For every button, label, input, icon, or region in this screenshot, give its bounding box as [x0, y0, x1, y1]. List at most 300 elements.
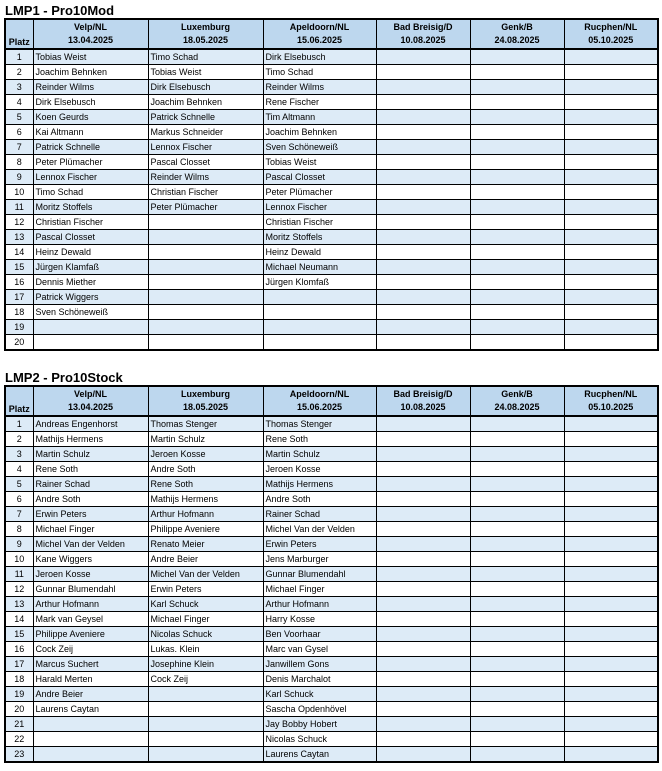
- driver-cell: [470, 702, 564, 717]
- driver-cell: [376, 717, 470, 732]
- driver-cell: [376, 492, 470, 507]
- table-row: [5, 597, 658, 612]
- position-cell: 12: [5, 582, 33, 597]
- driver-cell: [470, 290, 564, 305]
- table-row: [5, 507, 658, 522]
- platz-header: Platz: [5, 19, 33, 49]
- driver-cell: [376, 416, 470, 432]
- driver-cell: Patrick Schnelle: [33, 140, 148, 155]
- event-date: 24.08.2025: [494, 35, 540, 45]
- driver-cell: [564, 642, 658, 657]
- driver-cell: [564, 215, 658, 230]
- driver-cell: [376, 335, 470, 351]
- driver-cell: [470, 657, 564, 672]
- lmp1-results-table: [4, 18, 659, 351]
- driver-cell: [376, 170, 470, 185]
- driver-cell: [376, 49, 470, 65]
- event-header: [376, 386, 470, 416]
- driver-cell: Marc van Gysel: [263, 642, 376, 657]
- driver-cell: Karl Schuck: [148, 597, 263, 612]
- driver-cell: [470, 110, 564, 125]
- driver-cell: [376, 432, 470, 447]
- table-row: [5, 687, 658, 702]
- position-cell: 12: [5, 215, 33, 230]
- driver-cell: [263, 320, 376, 335]
- table-row: [5, 627, 658, 642]
- position-cell: 13: [5, 230, 33, 245]
- driver-cell: [376, 702, 470, 717]
- driver-cell: [564, 477, 658, 492]
- position-cell: 15: [5, 260, 33, 275]
- driver-cell: Arthur Hofmann: [33, 597, 148, 612]
- driver-cell: [564, 567, 658, 582]
- driver-cell: [376, 260, 470, 275]
- table-row: [5, 320, 658, 335]
- event-venue: Rucphen/NL: [584, 389, 638, 399]
- position-cell: 7: [5, 140, 33, 155]
- driver-cell: [376, 537, 470, 552]
- driver-cell: [564, 200, 658, 215]
- driver-cell: [376, 245, 470, 260]
- driver-cell: [564, 702, 658, 717]
- driver-cell: [470, 275, 564, 290]
- table-row: [5, 582, 658, 597]
- table-row: [5, 125, 658, 140]
- driver-cell: Rene Fischer: [263, 95, 376, 110]
- position-cell: 11: [5, 200, 33, 215]
- event-venue: Bad Breisig/D: [393, 389, 453, 399]
- driver-cell: Michael Finger: [263, 582, 376, 597]
- driver-cell: Thomas Stenger: [148, 416, 263, 432]
- event-header: [564, 386, 658, 416]
- driver-cell: [470, 717, 564, 732]
- position-cell: 3: [5, 80, 33, 95]
- driver-cell: [564, 335, 658, 351]
- driver-cell: Nicolas Schuck: [148, 627, 263, 642]
- driver-cell: [564, 582, 658, 597]
- driver-cell: Denis Marchalot: [263, 672, 376, 687]
- platz-header: Platz: [5, 386, 33, 416]
- driver-cell: [148, 275, 263, 290]
- driver-cell: Gunnar Blumendahl: [263, 567, 376, 582]
- driver-cell: Jürgen Klomfaß: [263, 275, 376, 290]
- driver-cell: [564, 140, 658, 155]
- driver-cell: Tobias Weist: [263, 155, 376, 170]
- driver-cell: Michel Van der Velden: [148, 567, 263, 582]
- driver-cell: Martin Schulz: [33, 447, 148, 462]
- table-row: [5, 447, 658, 462]
- driver-cell: [376, 185, 470, 200]
- driver-cell: Sven Schöneweiß: [263, 140, 376, 155]
- event-header: [263, 19, 376, 49]
- driver-cell: Pascal Closset: [148, 155, 263, 170]
- driver-cell: [564, 305, 658, 320]
- table-row: [5, 552, 658, 567]
- driver-cell: [564, 65, 658, 80]
- driver-cell: [470, 305, 564, 320]
- driver-cell: [564, 275, 658, 290]
- driver-cell: Erwin Peters: [148, 582, 263, 597]
- position-cell: 8: [5, 155, 33, 170]
- position-cell: 5: [5, 110, 33, 125]
- position-cell: 20: [5, 335, 33, 351]
- driver-cell: Mathijs Hermens: [148, 492, 263, 507]
- lmp2-section-title: LMP2 - Pro10Stock: [5, 370, 123, 385]
- driver-cell: [376, 110, 470, 125]
- driver-cell: Philippe Aveniere: [33, 627, 148, 642]
- driver-cell: Erwin Peters: [263, 537, 376, 552]
- driver-cell: Patrick Wiggers: [33, 290, 148, 305]
- driver-cell: [376, 275, 470, 290]
- position-cell: 11: [5, 567, 33, 582]
- position-cell: 10: [5, 185, 33, 200]
- driver-cell: [148, 702, 263, 717]
- position-cell: 6: [5, 492, 33, 507]
- driver-cell: Mathijs Hermens: [33, 432, 148, 447]
- event-date: 24.08.2025: [494, 402, 540, 412]
- event-header: [148, 386, 263, 416]
- driver-cell: [376, 125, 470, 140]
- driver-cell: Joachim Behnken: [263, 125, 376, 140]
- table-row: [5, 95, 658, 110]
- driver-cell: Jeroen Kosse: [263, 462, 376, 477]
- event-header: [470, 386, 564, 416]
- driver-cell: [376, 305, 470, 320]
- table-row: [5, 492, 658, 507]
- driver-cell: Ben Voorhaar: [263, 627, 376, 642]
- driver-cell: [470, 185, 564, 200]
- lmp2-results-table: [4, 385, 659, 763]
- driver-cell: [564, 672, 658, 687]
- event-venue: Luxemburg: [180, 389, 230, 399]
- driver-cell: [376, 747, 470, 763]
- table-row: [5, 185, 658, 200]
- driver-cell: [564, 597, 658, 612]
- table-row: [5, 537, 658, 552]
- driver-cell: [564, 230, 658, 245]
- driver-cell: Reinder Wilms: [263, 80, 376, 95]
- event-date: 05.10.2025: [588, 402, 634, 412]
- driver-cell: [470, 335, 564, 351]
- driver-cell: [470, 125, 564, 140]
- driver-cell: Mathijs Hermens: [263, 477, 376, 492]
- driver-cell: [148, 320, 263, 335]
- driver-cell: [263, 335, 376, 351]
- driver-cell: Tim Altmann: [263, 110, 376, 125]
- table-row: [5, 567, 658, 582]
- table-row: [5, 416, 658, 432]
- driver-cell: Cock Zeij: [148, 672, 263, 687]
- table-row: [5, 230, 658, 245]
- driver-cell: [376, 95, 470, 110]
- event-venue: Apeldoorn/NL: [289, 22, 350, 32]
- driver-cell: Marcus Suchert: [33, 657, 148, 672]
- driver-cell: [376, 567, 470, 582]
- position-cell: 14: [5, 245, 33, 260]
- driver-cell: Rainer Schad: [33, 477, 148, 492]
- driver-cell: Dirk Elsebusch: [148, 80, 263, 95]
- driver-cell: [564, 80, 658, 95]
- driver-cell: [564, 537, 658, 552]
- driver-cell: [564, 170, 658, 185]
- driver-cell: [376, 155, 470, 170]
- position-cell: 9: [5, 537, 33, 552]
- position-cell: 5: [5, 477, 33, 492]
- driver-cell: [564, 687, 658, 702]
- driver-cell: [470, 260, 564, 275]
- position-cell: 14: [5, 612, 33, 627]
- driver-cell: [376, 612, 470, 627]
- position-cell: 19: [5, 687, 33, 702]
- driver-cell: Reinder Wilms: [33, 80, 148, 95]
- event-venue: Apeldoorn/NL: [289, 389, 350, 399]
- driver-cell: Heinz Dewald: [263, 245, 376, 260]
- table-row: [5, 702, 658, 717]
- driver-cell: [470, 320, 564, 335]
- driver-cell: Rene Soth: [263, 432, 376, 447]
- driver-cell: [148, 747, 263, 763]
- driver-cell: Nicolas Schuck: [263, 732, 376, 747]
- driver-cell: [33, 335, 148, 351]
- driver-cell: Lukas. Klein: [148, 642, 263, 657]
- event-venue: Bad Breisig/D: [393, 22, 453, 32]
- driver-cell: Lennox Fischer: [33, 170, 148, 185]
- event-date: 18.05.2025: [182, 35, 229, 45]
- driver-cell: Reinder Wilms: [148, 170, 263, 185]
- table-row: [5, 717, 658, 732]
- driver-cell: [33, 747, 148, 763]
- driver-cell: Heinz Dewald: [33, 245, 148, 260]
- driver-cell: [470, 215, 564, 230]
- driver-cell: [376, 732, 470, 747]
- driver-cell: [564, 657, 658, 672]
- header-row: [5, 19, 658, 49]
- driver-cell: [33, 732, 148, 747]
- driver-cell: [470, 627, 564, 642]
- driver-cell: Arthur Hofmann: [148, 507, 263, 522]
- driver-cell: Kai Altmann: [33, 125, 148, 140]
- driver-cell: Rene Soth: [33, 462, 148, 477]
- table-row: [5, 657, 658, 672]
- driver-cell: [148, 215, 263, 230]
- driver-cell: Harald Merten: [33, 672, 148, 687]
- driver-cell: [564, 522, 658, 537]
- driver-cell: [564, 290, 658, 305]
- table-row: [5, 672, 658, 687]
- driver-cell: Peter Plümacher: [263, 185, 376, 200]
- driver-cell: [470, 552, 564, 567]
- driver-cell: [376, 447, 470, 462]
- position-cell: 13: [5, 597, 33, 612]
- driver-cell: Timo Schad: [33, 185, 148, 200]
- driver-cell: Thomas Stenger: [263, 416, 376, 432]
- driver-cell: [564, 432, 658, 447]
- driver-cell: [470, 95, 564, 110]
- driver-cell: Martin Schulz: [148, 432, 263, 447]
- driver-cell: [470, 582, 564, 597]
- driver-cell: [564, 447, 658, 462]
- driver-cell: Jeroen Kosse: [33, 567, 148, 582]
- driver-cell: Dirk Elsebusch: [33, 95, 148, 110]
- driver-cell: [470, 80, 564, 95]
- driver-cell: [470, 447, 564, 462]
- table-row: [5, 462, 658, 477]
- table-row: [5, 260, 658, 275]
- driver-cell: [148, 335, 263, 351]
- driver-cell: [376, 552, 470, 567]
- driver-cell: Cock Zeij: [33, 642, 148, 657]
- driver-cell: Sascha Opdenhövel: [263, 702, 376, 717]
- driver-cell: [376, 687, 470, 702]
- driver-cell: Renato Meier: [148, 537, 263, 552]
- position-cell: 16: [5, 642, 33, 657]
- driver-cell: Andre Beier: [33, 687, 148, 702]
- position-cell: 4: [5, 95, 33, 110]
- table-row: [5, 155, 658, 170]
- driver-cell: [564, 155, 658, 170]
- driver-cell: Tobias Weist: [33, 49, 148, 65]
- driver-cell: [564, 125, 658, 140]
- driver-cell: [263, 305, 376, 320]
- driver-cell: Laurens Caytan: [263, 747, 376, 763]
- position-cell: 20: [5, 702, 33, 717]
- driver-cell: [263, 290, 376, 305]
- driver-cell: Peter Plümacher: [148, 200, 263, 215]
- driver-cell: Moritz Stoffels: [33, 200, 148, 215]
- table-row: [5, 335, 658, 351]
- driver-cell: Jürgen Klamfaß: [33, 260, 148, 275]
- table-row: [5, 170, 658, 185]
- table-row: [5, 49, 658, 65]
- driver-cell: [376, 230, 470, 245]
- driver-cell: Pascal Closset: [33, 230, 148, 245]
- driver-cell: Andre Soth: [33, 492, 148, 507]
- lmp1-section-title: LMP1 - Pro10Mod: [5, 3, 115, 18]
- driver-cell: [470, 155, 564, 170]
- driver-cell: [470, 65, 564, 80]
- driver-cell: [470, 245, 564, 260]
- driver-cell: [148, 230, 263, 245]
- driver-cell: Michael Neumann: [263, 260, 376, 275]
- event-date: 15.06.2025: [296, 35, 343, 45]
- driver-cell: Christian Fischer: [148, 185, 263, 200]
- driver-cell: [470, 747, 564, 763]
- driver-cell: [148, 290, 263, 305]
- event-venue: Velp/NL: [73, 22, 107, 32]
- driver-cell: Mark van Geysel: [33, 612, 148, 627]
- position-cell: 4: [5, 462, 33, 477]
- driver-cell: [376, 582, 470, 597]
- driver-cell: [376, 320, 470, 335]
- event-header: [263, 386, 376, 416]
- driver-cell: Dennis Miether: [33, 275, 148, 290]
- driver-cell: Michael Finger: [148, 612, 263, 627]
- driver-cell: Timo Schad: [263, 65, 376, 80]
- event-header: [33, 19, 148, 49]
- driver-cell: [376, 657, 470, 672]
- driver-cell: [564, 416, 658, 432]
- driver-cell: [470, 612, 564, 627]
- driver-cell: [564, 747, 658, 763]
- driver-cell: Gunnar Blumendahl: [33, 582, 148, 597]
- position-cell: 1: [5, 416, 33, 432]
- driver-cell: [376, 290, 470, 305]
- driver-cell: [470, 416, 564, 432]
- position-cell: 3: [5, 447, 33, 462]
- event-date: 10.08.2025: [400, 35, 446, 45]
- event-header: [376, 19, 470, 49]
- event-venue: Luxemburg: [180, 22, 230, 32]
- driver-cell: [564, 492, 658, 507]
- driver-cell: Philippe Aveniere: [148, 522, 263, 537]
- table-row: [5, 290, 658, 305]
- position-cell: 10: [5, 552, 33, 567]
- driver-cell: [564, 245, 658, 260]
- driver-cell: Jay Bobby Hobert: [263, 717, 376, 732]
- event-header: [33, 386, 148, 416]
- driver-cell: Pascal Closset: [263, 170, 376, 185]
- driver-cell: [564, 507, 658, 522]
- table-row: [5, 110, 658, 125]
- driver-cell: [376, 507, 470, 522]
- position-cell: 23: [5, 747, 33, 763]
- driver-cell: [564, 552, 658, 567]
- event-venue: Genk/B: [501, 22, 533, 32]
- position-cell: 21: [5, 717, 33, 732]
- event-header: [564, 19, 658, 49]
- position-cell: 22: [5, 732, 33, 747]
- driver-cell: Harry Kosse: [263, 612, 376, 627]
- driver-cell: Andre Soth: [148, 462, 263, 477]
- driver-cell: [376, 65, 470, 80]
- driver-cell: Janwillem Gons: [263, 657, 376, 672]
- event-date: 10.08.2025: [400, 402, 446, 412]
- driver-cell: [148, 717, 263, 732]
- table-row: [5, 612, 658, 627]
- table-row: [5, 432, 658, 447]
- driver-cell: Rene Soth: [148, 477, 263, 492]
- driver-cell: [470, 200, 564, 215]
- table-row: [5, 642, 658, 657]
- driver-cell: Koen Geurds: [33, 110, 148, 125]
- driver-cell: [470, 477, 564, 492]
- driver-cell: Andre Soth: [263, 492, 376, 507]
- table-row: [5, 245, 658, 260]
- driver-cell: Rainer Schad: [263, 507, 376, 522]
- driver-cell: [376, 215, 470, 230]
- driver-cell: Peter Plümacher: [33, 155, 148, 170]
- position-cell: 16: [5, 275, 33, 290]
- event-venue: Velp/NL: [73, 389, 107, 399]
- table-row: [5, 140, 658, 155]
- table-row: [5, 732, 658, 747]
- position-cell: 17: [5, 290, 33, 305]
- driver-cell: [564, 110, 658, 125]
- driver-cell: [376, 597, 470, 612]
- driver-cell: [376, 140, 470, 155]
- driver-cell: Martin Schulz: [263, 447, 376, 462]
- event-venue: Rucphen/NL: [584, 22, 638, 32]
- driver-cell: [470, 642, 564, 657]
- driver-cell: [470, 537, 564, 552]
- driver-cell: Kane Wiggers: [33, 552, 148, 567]
- driver-cell: [470, 492, 564, 507]
- driver-cell: Lennox Fischer: [148, 140, 263, 155]
- table-row: [5, 215, 658, 230]
- driver-cell: Arthur Hofmann: [263, 597, 376, 612]
- driver-cell: [148, 245, 263, 260]
- driver-cell: [376, 627, 470, 642]
